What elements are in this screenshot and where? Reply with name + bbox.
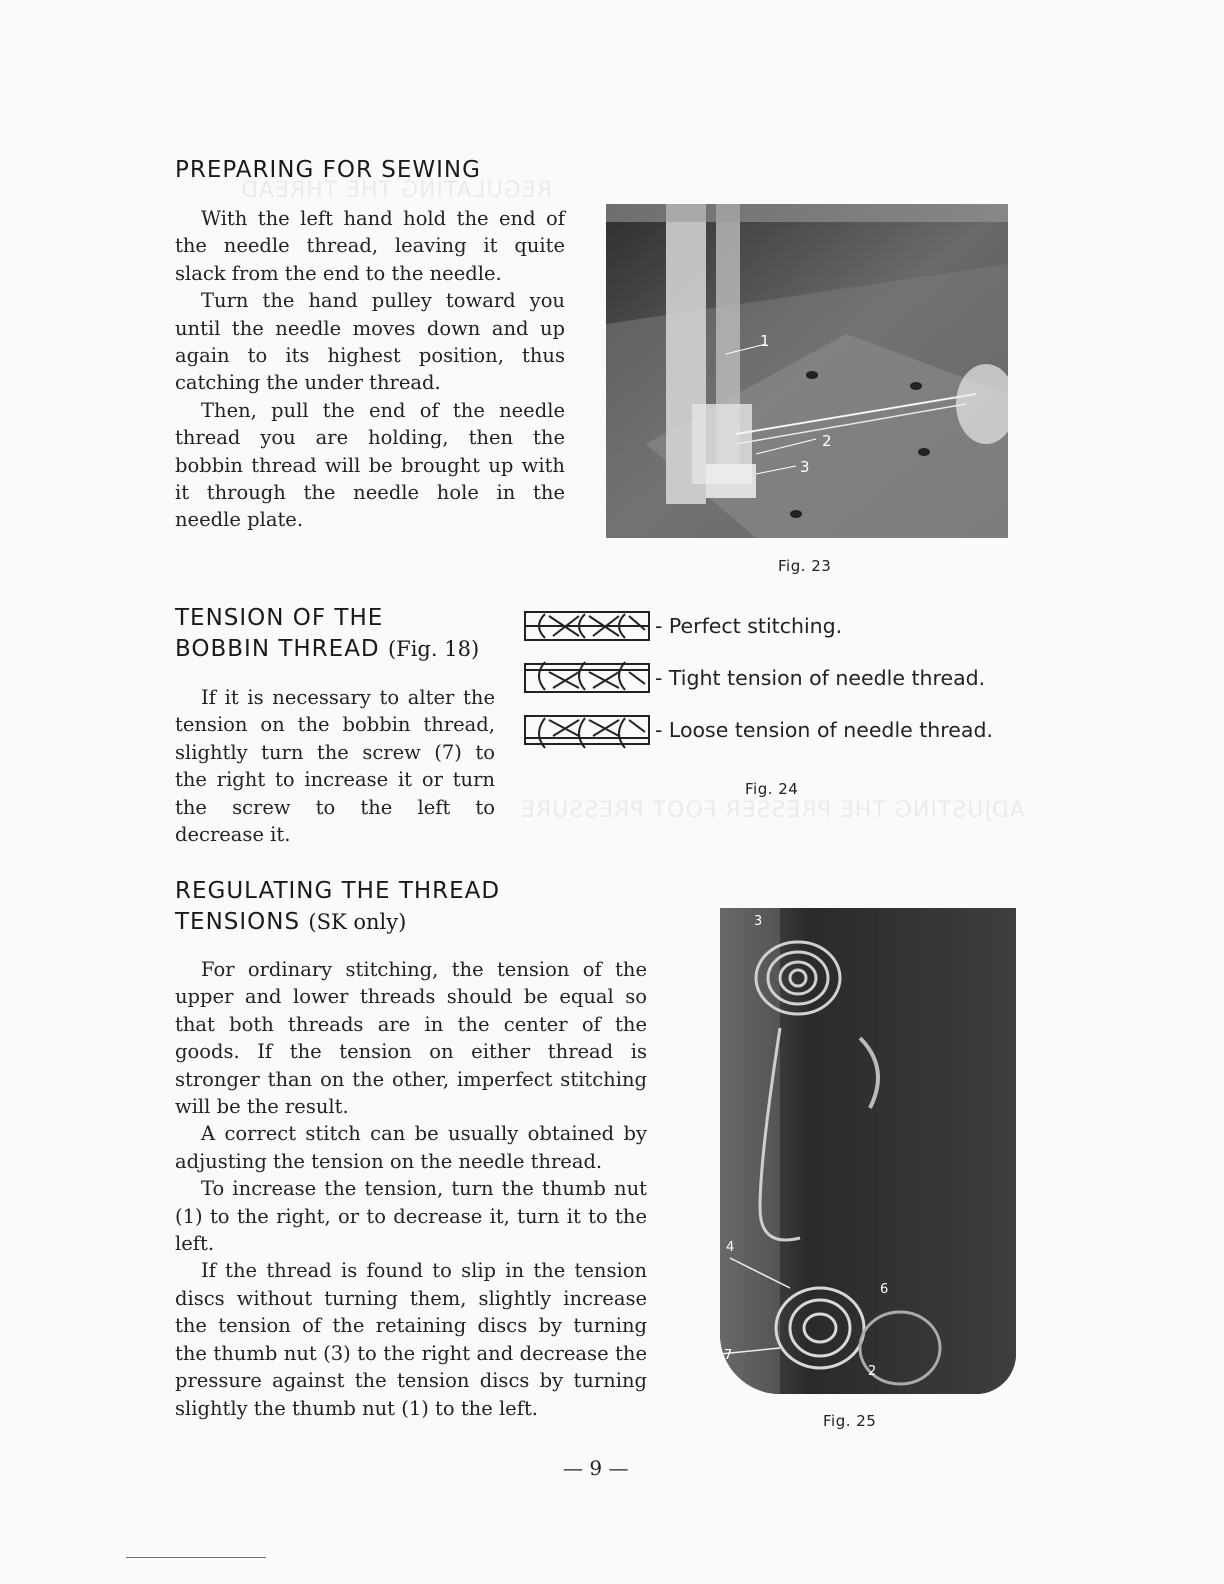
callout-3: 3: [800, 458, 810, 476]
bleed-through-text: ADJUSTING THE PRESSER FOOT PRESSURE: [520, 798, 1025, 823]
figure-reference: (Fig. 18): [387, 637, 480, 661]
callout-2: 2: [822, 432, 832, 450]
tension-assembly-illustration: [720, 908, 1016, 1394]
stitch-row-loose: [523, 710, 1043, 750]
paragraph: If it is necessary to alter the tension on the bobbin thread, slightly turn the screw (7) to the right to increase it or turn the screw to the left to decrease it.: [175, 686, 495, 847]
section-title-line1: TENSION OF THE: [175, 605, 384, 631]
section-title-line2: TENSIONS: [175, 909, 301, 935]
section-title: PREPARING FOR SEWING: [175, 157, 481, 183]
figure-24-stitch-diagram: [523, 606, 1043, 750]
paragraph: Then, pull the end of the needle thread you are holding, then the bobbin thread will be brought up with it through the needle hole in the needle plate.: [175, 398, 565, 532]
scan-artifact-line: [126, 1557, 266, 1558]
section-title-line2: BOBBIN THREAD: [175, 636, 380, 662]
stitch-label: - Loose tension of needle thread.: [655, 718, 993, 742]
stitch-row-tight: [523, 658, 1043, 698]
paragraph: To increase the tension, turn the thumb nut (1) to the right, or to decrease it, turn it to the left.: [175, 1177, 647, 1256]
section-regulating: [175, 876, 647, 1422]
section-preparing: [175, 155, 565, 534]
figure-25-photo: [720, 908, 1016, 1394]
callout-7: 7: [724, 1348, 733, 1363]
section-title: [175, 603, 495, 665]
callout-3: 3: [754, 914, 763, 929]
figure-25-caption: Fig. 25: [823, 1412, 877, 1430]
sewing-foot-illustration: [606, 204, 1008, 538]
tight-stitch-icon: [523, 658, 651, 698]
perfect-stitch-icon: [523, 606, 651, 646]
loose-stitch-icon: [523, 710, 651, 750]
callout-2: 2: [868, 1364, 877, 1379]
paragraph: For ordinary stitching, the tension of the upper and lower threads should be equal so that both threads are in the center of the goods. If the tension on either thread is stronger than on the other, imperfect stitching will be the result.: [175, 958, 647, 1119]
paragraph: A correct stitch can be usually obtained by adjusting the tension on the needle thread.: [175, 1122, 647, 1173]
figure-24-caption: Fig. 24: [745, 780, 799, 798]
stitch-label: - Perfect stitching.: [655, 614, 843, 638]
stitch-label: - Tight tension of needle thread.: [655, 666, 986, 690]
page-number: — 9 —: [563, 1456, 629, 1480]
callout-6: 6: [880, 1282, 889, 1297]
paragraph: Turn the hand pulley toward you until the needle moves down and up again to its highest position, thus catching the under thread.: [175, 289, 565, 395]
paragraph: With the left hand hold the end of the needle thread, leaving it quite slack from the end to the needle.: [175, 207, 565, 285]
figure-23-caption: Fig. 23: [778, 557, 832, 575]
figure-23-photo: [606, 204, 1008, 538]
figure-reference: (SK only): [308, 910, 407, 934]
section-title: [175, 876, 647, 938]
section-title-line1: REGULATING THE THREAD: [175, 878, 501, 904]
callout-1: 1: [760, 332, 770, 350]
paragraph: If the thread is found to slip in the tension discs without turning them, slightly increase the tension of the retaining discs by turning the thumb nut (3) to the right and decrease the pressure against the tension discs by turning slightly the thumb nut (1) to the left.: [175, 1259, 647, 1420]
section-bobbin-tension: [175, 603, 495, 848]
bleed-through-text: REGULATING THE THREAD: [240, 178, 552, 203]
stitch-row-perfect: [523, 606, 1043, 646]
callout-4: 4: [726, 1240, 735, 1255]
